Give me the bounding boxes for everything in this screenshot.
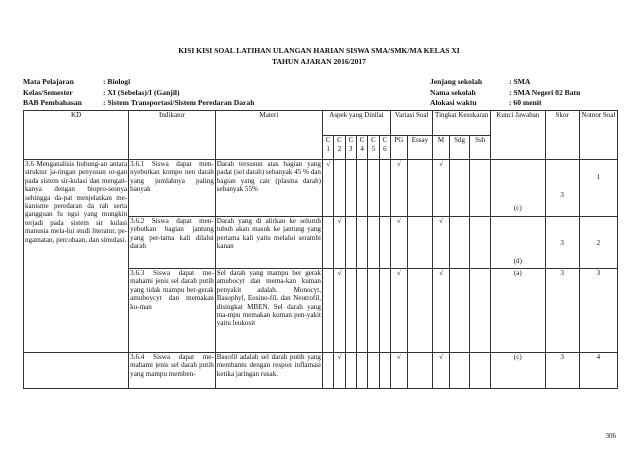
c1-check <box>322 269 333 353</box>
nama-sekolah-label: Nama sekolah <box>430 87 476 97</box>
header-sdg: Sdg <box>449 136 470 160</box>
mapel-label: Mata Pelajaran <box>23 77 74 86</box>
c1-check: √ <box>322 160 333 217</box>
kelas-label: Kelas/Semester <box>23 87 73 97</box>
nomor-cell: 4 <box>579 353 617 389</box>
header-m: M <box>433 136 449 160</box>
header-materi: Materi <box>215 111 322 160</box>
header-essay: Essay <box>407 136 433 160</box>
skor-cell: 3 <box>545 160 579 217</box>
nomor-cell: 1 <box>579 160 617 217</box>
indikator-cell: 3.6.1 Siswa dapat men-nyebutkan kompo nen darah yang jumlahnya paling banyak <box>129 160 216 217</box>
header-kunci: Kunci Jawaban <box>491 111 546 160</box>
materi-cell: Darah tersusun atas bagian yang padat (sel darah) sebanyak 45 % dan bagian yang cair (plasma darah) sebanyak 55% <box>215 160 322 217</box>
nama-sekolah-value: : SMA Negeri 02 Batu <box>509 87 581 97</box>
alokasi-waktu-label: Alokasi waktu <box>430 98 477 107</box>
bab-value: : Sistem Transportasi/Sistem Peredaran Darah <box>103 98 255 107</box>
skor-cell: 3 <box>545 269 579 353</box>
kunci-cell: (a) <box>491 269 546 353</box>
kunci-cell: (c) <box>491 353 546 389</box>
header-c2: C 2 <box>334 136 345 160</box>
header-indikator: Indikator <box>129 111 216 160</box>
header-kd: KD <box>24 111 129 160</box>
mudah-check: √ <box>433 217 449 269</box>
kelas-value: : XI (Sebelas)/I (Ganjil) <box>103 87 180 97</box>
pg-check: √ <box>391 160 407 217</box>
mudah-check: √ <box>433 353 449 389</box>
mapel-value: : Biologi <box>103 77 131 86</box>
c2-check <box>334 160 345 217</box>
c2-check: √ <box>334 269 345 353</box>
pg-check: √ <box>391 269 407 353</box>
kunci-cell: (d) <box>491 217 546 269</box>
header-pg: PG <box>391 136 407 160</box>
table-row <box>24 353 618 389</box>
header-c3: C 3 <box>345 136 356 160</box>
header-tingkat: Tingkat Kesukaran <box>433 111 491 136</box>
skor-cell: 3 <box>545 353 579 389</box>
indikator-cell: 3.6.2 Siswa dapat men-yebutkan bagian jantung yang per-tama kali dilalui darah <box>129 217 216 269</box>
header-variasi: Variasi Soal <box>391 111 433 136</box>
header-skor: Skor <box>545 111 579 160</box>
alokasi-waktu-value: : 60 menit <box>509 98 542 107</box>
header-c6: C 6 <box>379 136 390 160</box>
materi-cell: Basofil adalah sel darah putih yang membantu dengan respon inflamasi ketika jaringan rusak. <box>215 353 322 389</box>
header-aspek: Aspek yang Dinilai <box>322 111 390 136</box>
pg-check: √ <box>391 217 407 269</box>
c1-check <box>322 217 333 269</box>
mudah-check: √ <box>433 269 449 353</box>
c1-check <box>322 353 333 389</box>
document-subtitle: TAHUN AJARAN 2016/2017 <box>272 57 366 66</box>
c2-check: √ <box>334 353 345 389</box>
header-c4: C 4 <box>356 136 367 160</box>
page-number: 306 <box>605 432 616 440</box>
jenjang-value: : SMA <box>509 77 531 86</box>
jenjang-label: Jenjang sekolah <box>430 77 483 86</box>
indikator-cell: 3.6.3 Siswa dapat me-mahami jenis sel darah putih yang tidak mampu ber-gerak amuboycyt dan memakan ku-man <box>129 269 216 353</box>
kunci-cell: (c) <box>491 160 546 217</box>
bab-label: BAB Pembahasan <box>23 98 82 107</box>
header-c1: C 1 <box>322 136 333 160</box>
indikator-cell: 3.6.4 Siswa dapat me-mahami jenis sel darah putih yang mampu memben- <box>129 353 216 389</box>
kisi-kisi-table <box>23 110 618 389</box>
skor-cell: 3 <box>545 217 579 269</box>
pg-check: √ <box>391 353 407 389</box>
header-ssh: Ssh <box>470 136 491 160</box>
table-row <box>24 160 618 217</box>
materi-cell: Sel darah yang mampu ber gerak amubocyt dan mema-kan kuman penyakit adalah. Monocyt, Basophyl, Eosino-fil, dan Neutrofil, disingkat MBEN. Sel darah yang ma-mpu memakan kuman pen-yakit yaitu leukosit <box>215 269 322 353</box>
header-c5: C 5 <box>368 136 379 160</box>
header-nomor: Nomor Soal <box>579 111 617 160</box>
c2-check: √ <box>334 217 345 269</box>
nomor-cell: 2 <box>579 217 617 269</box>
document-title: KISI KISI SOAL LATIHAN ULANGAN HARIAN SISWA SMA/SMK/MA KELAS XI <box>178 46 460 55</box>
mudah-check: √ <box>433 160 449 217</box>
nomor-cell: 3 <box>579 269 617 353</box>
kd-cell: 3.6 Menganalisis hubung-an antara struktur ja-ringan penyusun or-gan pada sistem sir-kulasi dan mengait-kanya dengan biopro-sesnya sehingga da-pat menjelaskan me-kanisme peredaran da rah serta gangguan fu ngsi yang mungkin terjadi pada sistem sir kulasi manusia mela-lui studi literatur, pe-ngamatan, percobaan, dan simulasi. <box>24 160 129 353</box>
materi-cell: Darah yang di alirkan ke seluruh tubuh akan masuk ke jantung yang pertama kali yaitu melalui serambi kanan <box>215 217 322 269</box>
document-meta <box>23 77 623 109</box>
